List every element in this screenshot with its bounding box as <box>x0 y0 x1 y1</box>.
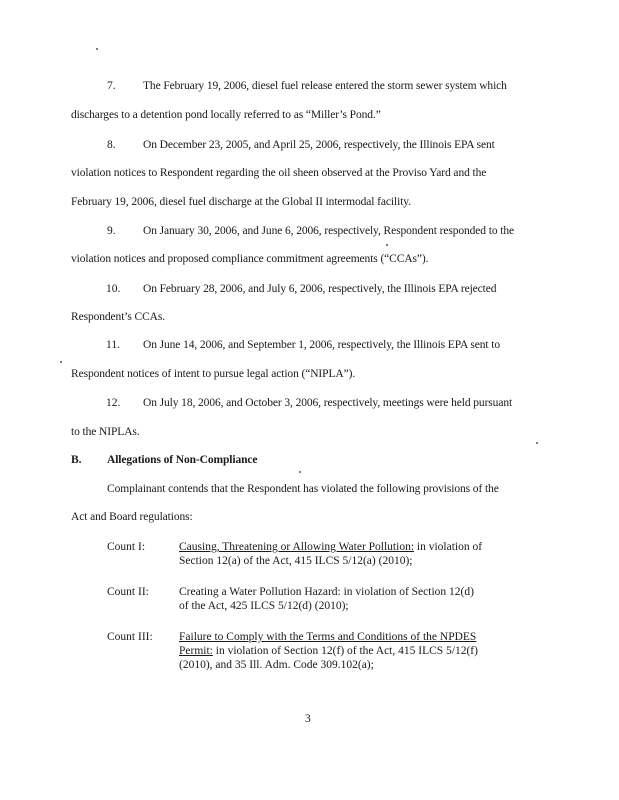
page-number: 3 <box>305 713 311 725</box>
paragraph-number: 9. <box>107 225 116 237</box>
paragraph-line: On July 18, 2006, and October 3, 2006, respectively, meetings were held pursuant <box>143 397 513 409</box>
scan-speck <box>299 471 301 473</box>
count-title: Creating a Water Pollution Hazard: <box>179 586 341 598</box>
paragraph-line: On June 14, 2006, and September 1, 2006, respectively, the Illinois EPA sent to <box>143 339 500 351</box>
count-text-line: of the Act, 425 ILCS 5/12(d) (2010); <box>179 600 349 612</box>
paragraph-line: February 19, 2006, diesel fuel discharge at the Global II intermodal facility. <box>71 196 411 208</box>
paragraph-line: to the NIPLAs. <box>71 426 140 438</box>
count-text-line <box>179 585 519 599</box>
scan-speck <box>96 48 98 50</box>
count-title: Failure to Comply with the Terms and Conditions of the NPDES <box>179 631 477 643</box>
count-label: Count I: <box>107 541 146 553</box>
paragraph-line: discharges to a detention pond locally referred to as “Miller’s Pond.” <box>71 109 381 121</box>
count-label: Count III: <box>107 631 153 643</box>
count-label: Count II: <box>107 586 149 598</box>
paragraph-line: violation notices and proposed compliance commitment agreements (“CCAs”). <box>71 253 429 265</box>
paragraph-line: On December 23, 2005, and April 25, 2006, respectively, the Illinois EPA sent <box>143 139 495 151</box>
paragraph-line: On January 30, 2006, and June 6, 2006, respectively, Respondent responded to the <box>143 225 514 237</box>
paragraph-number: 12. <box>106 397 121 409</box>
paragraph-number: 8. <box>107 139 116 151</box>
count-text-line <box>179 540 519 554</box>
paragraph-line: The February 19, 2006, diesel fuel release entered the storm sewer system which <box>143 80 507 92</box>
paragraph-line: Respondent’s CCAs. <box>71 311 166 323</box>
count-text-line: (2010), and 35 Ill. Adm. Code 309.102(a); <box>179 659 374 671</box>
scan-speck <box>386 244 388 246</box>
paragraph-line: Respondent notices of intent to pursue legal action (“NIPLA”). <box>71 368 356 380</box>
section-letter: B. <box>71 454 82 466</box>
section-heading: Allegations of Non-Compliance <box>107 454 258 466</box>
count-title: Permit: <box>179 645 213 657</box>
count-rest: in violation of Section 12(d) <box>340 586 474 598</box>
paragraph-number: 10. <box>106 283 121 295</box>
section-intro-line: Complainant contends that the Respondent has violated the following provisions of the <box>107 483 499 495</box>
count-text-line <box>179 644 519 658</box>
paragraph-number: 11. <box>106 339 120 351</box>
scan-speck <box>60 361 62 363</box>
count-title: Causing, Threatening or Allowing Water Pollution: <box>179 541 415 553</box>
count-text-line: Section 12(a) of the Act, 415 ILCS 5/12(a) (2010); <box>179 555 413 567</box>
paragraph-line: violation notices to Respondent regarding the oil sheen observed at the Proviso Yard and the <box>71 167 487 179</box>
count-rest: in violation of Section 12(f) of the Act, 415 ILCS 5/12(f) <box>212 645 478 657</box>
paragraph-line: On February 28, 2006, and July 6, 2006, respectively, the Illinois EPA rejected <box>143 283 497 295</box>
paragraph-number: 7. <box>107 80 116 92</box>
scan-speck <box>536 442 538 444</box>
section-intro-line: Act and Board regulations: <box>71 511 193 523</box>
count-rest: in violation of <box>414 541 483 553</box>
